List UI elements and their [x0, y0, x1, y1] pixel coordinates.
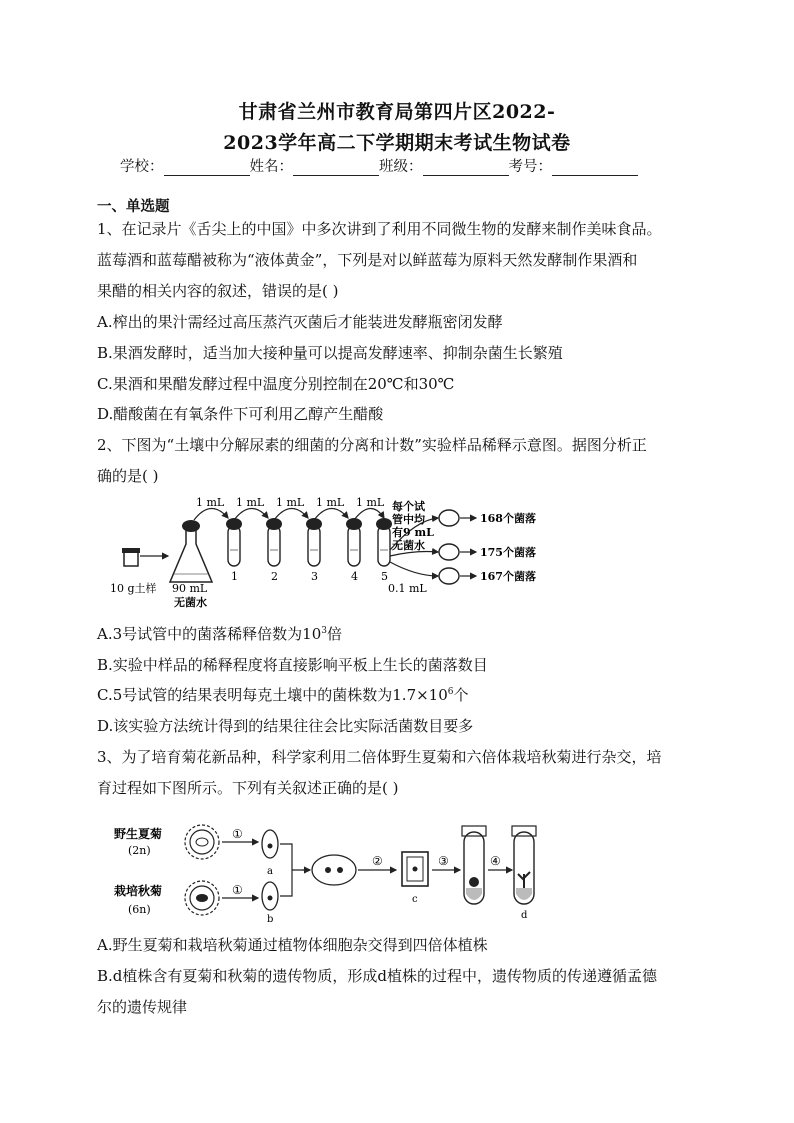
plating-arrow-3 — [390, 562, 438, 576]
cultivated-cell — [185, 881, 219, 915]
step3-label: ③ — [438, 854, 449, 868]
q1-option-c: C.果酒和果醋发酵过程中温度分别控制在20℃和30℃ — [97, 375, 455, 393]
letter-b: b — [267, 914, 274, 925]
q2-option-a-text: A.3号试管中的菌落稀释倍数为10 — [97, 625, 322, 643]
petri-dish-1 — [439, 510, 459, 526]
tube-note-line1: 每个试 — [392, 500, 425, 513]
step4-label: ④ — [490, 854, 501, 868]
tube-number-1: 1 — [231, 570, 238, 583]
wild-ploidy-label: (2n) — [128, 844, 151, 857]
transfer-arrow-3 — [274, 508, 308, 520]
q2-stem-line2: 确的是( ) — [97, 467, 159, 485]
tube-number-4: 4 — [351, 570, 358, 583]
exam-title-line2: 2023学年高二下学期期末考试生物试卷 — [223, 132, 571, 154]
plating-arrow-2 — [390, 552, 438, 557]
soil-sample-label: 10 g土样 — [110, 582, 157, 595]
q1-stem-line2: 蓝莓酒和蓝莓醋被称为“液体黄金”，下列是对以鲜蓝莓为原料天然发酵制作果酒和 — [97, 251, 638, 269]
petri-dish-2 — [439, 544, 459, 560]
q2-option-c-suffix: 个 — [453, 686, 469, 704]
transfer-arrow-5 — [354, 508, 384, 520]
colony-count-1: 168个菌落 — [480, 512, 536, 525]
exam-no-blank[interactable] — [552, 161, 638, 176]
tube-note-line3: 有9 mL — [392, 526, 434, 539]
q3-option-a: A.野生夏菊和栽培秋菊通过植物体细胞杂交得到四倍体植株 — [97, 936, 488, 954]
callus-dish — [402, 852, 428, 886]
tube-note-line4: 无菌水 — [392, 539, 425, 552]
tube-number-5: 5 — [381, 570, 388, 583]
name-blank[interactable] — [293, 161, 379, 176]
letter-a: a — [267, 866, 273, 877]
culture-tube-plantlet — [512, 826, 536, 904]
test-tube-2 — [266, 518, 282, 566]
q1-option-b: B.果酒发酵时，适当加大接种量可以提高发酵速率、抑制杂菌生长繁殖 — [97, 344, 563, 362]
transfer-label-5: 1 mL — [356, 496, 385, 509]
dilution-diagram — [106, 490, 556, 615]
q1-option-d: D.醋酸菌在有氧条件下可利用乙醇产生醋酸 — [97, 405, 384, 423]
transfer-label-4: 1 mL — [316, 496, 345, 509]
step1-label-bottom: ① — [232, 883, 243, 897]
q2-option-d: D.该实验方法统计得到的结果往往会比实际活菌数目要多 — [97, 717, 474, 735]
q1-stem-line3: 果醋的相关内容的叙述，错误的是( ) — [97, 282, 339, 300]
letter-d: d — [521, 910, 528, 921]
transfer-arrow-4 — [314, 508, 348, 520]
class-blank[interactable] — [423, 161, 509, 176]
exam-title-line1: 甘肃省兰州市教育局第四片区2022- — [238, 101, 556, 123]
q1-option-a: A.榨出的果汁需经过高压蒸汽灭菌后才能装进发酵瓶密闭发酵 — [97, 313, 503, 331]
petri-dish-3 — [439, 568, 459, 584]
transfer-arrow-2 — [234, 508, 268, 520]
colony-count-2: 175个菌落 — [480, 546, 536, 559]
culture-tube-callus — [462, 826, 486, 904]
tube-number-2: 2 — [271, 570, 278, 583]
transfer-label-1: 1 mL — [196, 496, 225, 509]
hybridization-diagram — [112, 818, 540, 926]
fused-cell — [312, 855, 356, 885]
q2-option-c-exponent: 6 — [447, 687, 454, 697]
school-label: 学校： — [120, 159, 164, 175]
q1-stem-line1: 1、在记录片《舌尖上的中国》中多次讲到了利用不同微生物的发酵来制作美味食品。 — [97, 220, 662, 238]
cultivated-chrysanthemum-label: 栽培秋菊 — [114, 884, 163, 898]
conical-flask — [170, 520, 212, 582]
q2-option-b: B.实验中样品的稀释程度将直接影响平板上生长的菌落数目 — [97, 656, 488, 674]
q2-option-c — [97, 684, 469, 705]
soil-sample-beaker — [122, 548, 140, 566]
letter-c: c — [412, 894, 418, 905]
test-tube-1 — [226, 518, 242, 566]
exam-no-label: 考号： — [508, 159, 552, 175]
step2-label: ② — [372, 854, 383, 868]
q3-option-b-line2: 尔的遗传规律 — [97, 998, 188, 1016]
tube-note-line2: 管中均 — [392, 513, 425, 526]
section-heading: 一、单选题 — [97, 198, 170, 215]
tube-number-3: 3 — [311, 570, 318, 583]
test-tube-4 — [346, 518, 362, 566]
test-tube-3 — [306, 518, 322, 566]
cultivated-ploidy-label: (6n) — [128, 903, 151, 916]
test-tube-5 — [376, 518, 392, 566]
flask-water-label2: 无菌水 — [174, 596, 207, 609]
q3-stem-line2: 育过程如下图所示。下列有关叙述正确的是( ) — [97, 779, 399, 797]
colony-count-3: 167个菌落 — [480, 570, 536, 583]
school-blank[interactable] — [164, 161, 250, 176]
q2-option-a-suffix: 倍 — [326, 625, 342, 643]
q3-option-b-line1: B.d植株含有夏菊和秋菊的遗传物质，形成d植株的过程中，遗传物质的传递遵循孟德 — [97, 967, 657, 985]
wild-cell — [185, 825, 219, 859]
plating-volume-label: 0.1 mL — [388, 582, 427, 595]
wild-chrysanthemum-label: 野生夏菊 — [114, 827, 163, 841]
q3-stem-line1: 3、为了培育菊花新品种，科学家利用二倍体野生夏菊和六倍体栽培秋菊进行杂交，培 — [97, 748, 662, 766]
q2-option-c-text: C.5号试管的结果表明每克土壤中的菌株数为1.7×10 — [97, 686, 448, 704]
transfer-arrow-1 — [194, 508, 228, 520]
q2-stem-line1: 2、下图为“土壤中分解尿素的细菌的分离和计数”实验样品稀释示意图。据图分析正 — [97, 436, 647, 454]
student-info-row — [120, 155, 638, 176]
transfer-label-3: 1 mL — [276, 496, 305, 509]
transfer-label-2: 1 mL — [236, 496, 265, 509]
q2-option-a-exponent: 3 — [321, 626, 327, 636]
flask-water-label1: 90 mL — [172, 582, 208, 595]
step1-label-top: ① — [232, 827, 243, 841]
class-label: 班级： — [379, 159, 423, 175]
name-label: 姓名： — [249, 159, 293, 175]
q2-option-a — [97, 623, 342, 644]
